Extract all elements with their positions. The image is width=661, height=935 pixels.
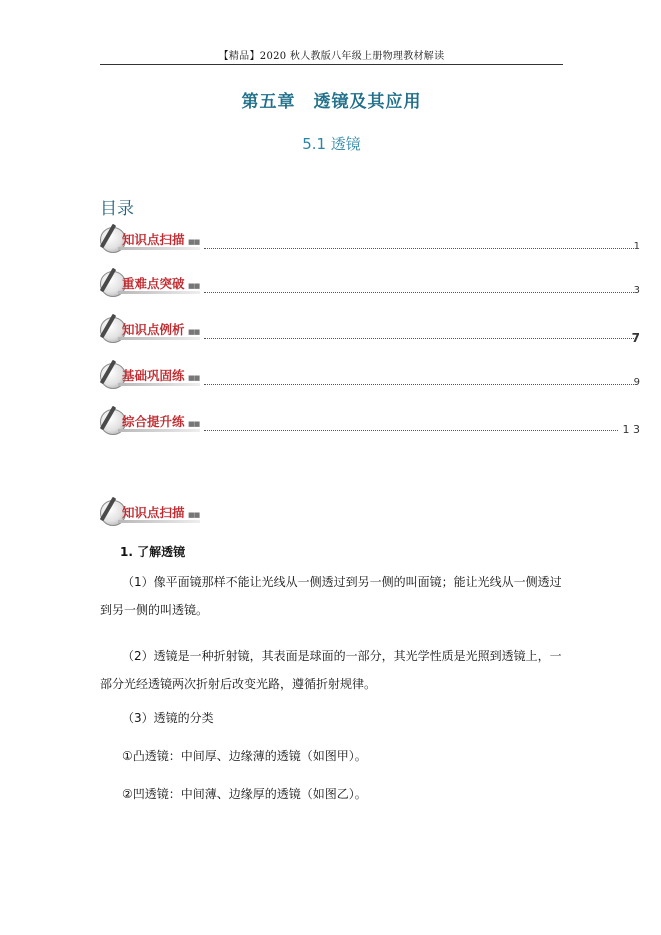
toc-page-number: 7	[631, 331, 640, 345]
running-header: 【精品】2020 秋人教版八年级上册物理教材解读	[218, 51, 445, 62]
toc-page-number: 1 3	[622, 423, 640, 436]
toc-entry-key-difficulties[interactable]	[100, 270, 640, 300]
section-badge-label: 知识点扫描	[122, 505, 185, 520]
toc-entry-basic-practice[interactable]	[100, 362, 640, 392]
paragraph-1: （1）像平面镜那样不能让光线从一侧透过到另一侧的叫面镜；能让光线从一侧透过到另一侧的叫透镜。	[100, 575, 562, 617]
toc-leader	[204, 292, 634, 293]
toc-entry-label: 重难点突破	[122, 276, 185, 291]
badge-marks-icon: ■■	[188, 374, 200, 382]
toc-leader	[204, 384, 634, 385]
paragraph-3: （3）透镜的分类	[122, 711, 214, 725]
section-badge	[100, 316, 204, 344]
toc-heading: 目录	[100, 199, 134, 219]
chapter-title: 第五章 透镜及其应用	[241, 92, 422, 112]
toc-entry-label: 基础巩固练	[122, 368, 185, 383]
toc-entry-knowledge-scan[interactable]	[100, 226, 640, 256]
toc-leader	[204, 338, 634, 339]
badge-marks-icon: ■■	[188, 328, 200, 336]
toc-page-number: 9	[633, 377, 640, 388]
section-title: 5.1 透镜	[302, 135, 361, 153]
section-badge	[100, 408, 204, 436]
sub-heading: 1. 了解透镜	[120, 545, 186, 559]
toc-entry-label: 综合提升练	[122, 414, 185, 429]
section-badge	[100, 226, 204, 254]
paragraph-4: ①凸透镜：中间厚、边缘薄的透镜（如图甲）。	[122, 749, 367, 763]
section-badge	[100, 362, 204, 390]
badge-marks-icon: ■■	[188, 511, 200, 519]
toc-entry-comprehensive-practice[interactable]	[100, 408, 640, 438]
toc-page-number: 1	[633, 241, 640, 252]
section-badge	[100, 270, 204, 298]
toc-entry-label: 知识点扫描	[122, 232, 185, 247]
badge-marks-icon: ■■	[188, 282, 200, 290]
badge-marks-icon: ■■	[188, 420, 200, 428]
toc-page-number: 3	[633, 285, 640, 296]
toc-leader	[204, 430, 618, 431]
section-badge-knowledge-scan	[100, 499, 204, 527]
toc-entry-examples[interactable]	[100, 316, 640, 346]
paragraph-5: ②凹透镜：中间薄、边缘厚的透镜（如图乙）。	[122, 787, 367, 801]
header-rule	[100, 64, 563, 65]
paragraph-2: （2）透镜是一种折射镜，其表面是球面的一部分，其光学性质是光照到透镜上，一部分光经透镜两次折射后改变光路，遵循折射规律。	[100, 649, 562, 691]
toc-entry-label: 知识点例析	[122, 322, 185, 337]
toc-leader	[204, 248, 634, 249]
badge-marks-icon: ■■	[188, 238, 200, 246]
